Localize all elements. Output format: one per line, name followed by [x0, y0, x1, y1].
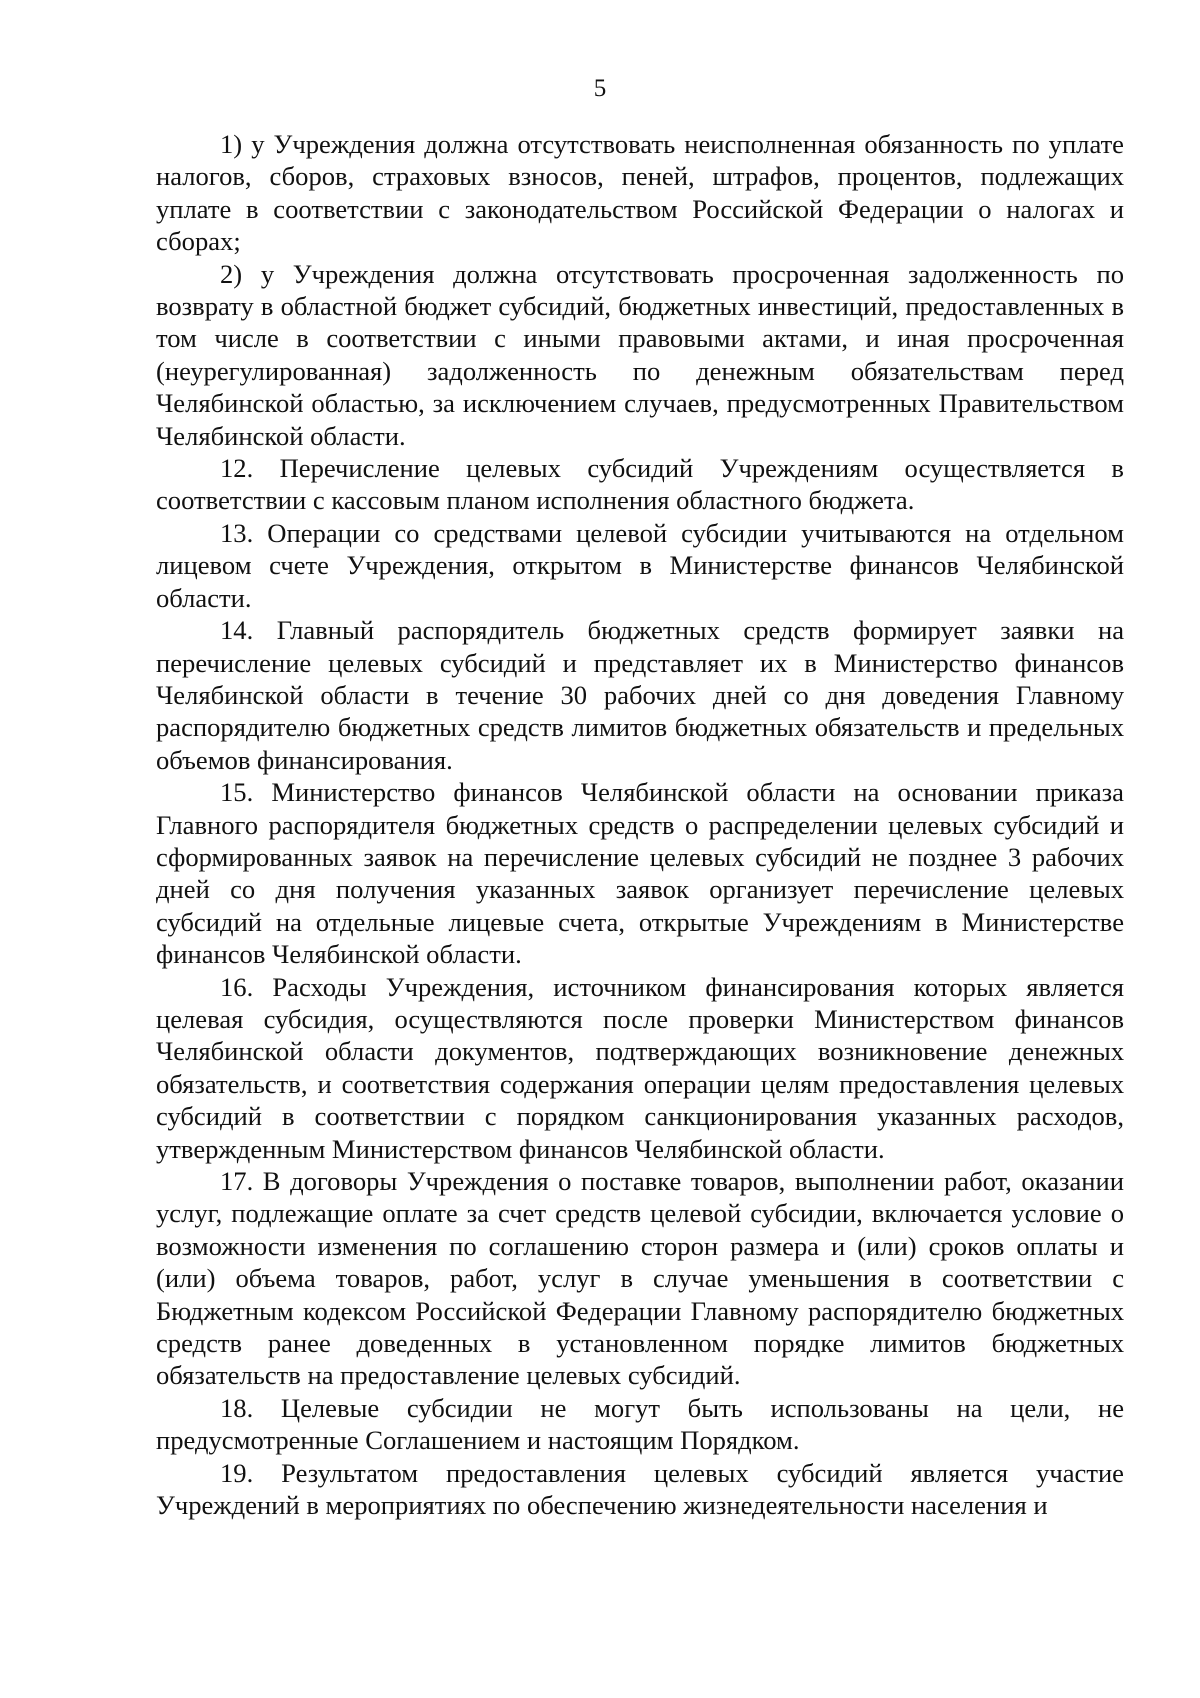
paragraph-12-transfer: 12. Перечисление целевых субсидий Учреждениям осуществляется в соответствии с кассовым планом исполнения областного бюджета.: [156, 453, 1124, 516]
paragraph-14-requests: 14. Главный распорядитель бюджетных средств формирует заявки на перечисление целевых субсидий и представляет их в Министерство финансов Челябинской области в течение 30 рабочих дней со дня доведения Главному распорядителю бюджетных средств лимитов бюджетных обязательств и предельных объемов финансирования.: [156, 615, 1124, 775]
paragraph-17-contracts: 17. В договоры Учреждения о поставке товаров, выполнении работ, оказании услуг, подлежащие оплате за счет средств целевой субсидии, включается условие о возможности изменения по соглашению сторон размера и (или) сроков оплаты и (или) объема товаров, работ, услуг в случае уменьшения в соответствии с Бюджетным кодексом Российской Федерации Главному распорядителю бюджетных средств ранее доведенных в установленном порядке лимитов бюджетных обязательств на предоставление целевых субсидий.: [156, 1166, 1124, 1391]
document-body: [156, 128, 1124, 1521]
paragraph-condition-2-debts: 2) у Учреждения должна отсутствовать просроченная задолженность по возврату в областной бюджет субсидий, бюджетных инвестиций, предоставленных в том числе в соответствии с иными правовыми актами, и иная просроченная (неурегулированная) задолженность по денежным обязательствам перед Челябинской областью, за исключением случаев, предусмотренных Правительством Челябинской области.: [156, 258, 1124, 451]
paragraph-15-ministry-transfer: 15. Министерство финансов Челябинской области на основании приказа Главного распорядителя бюджетных средств о распределении целевых субсидий и сформированных заявок на перечисление целевых субсидий не позднее 3 рабочих дней со дня получения указанных заявок организует перечисление целевых субсидий на отдельные лицевые счета, открытые Учреждениям в Министерстве финансов Челябинской области.: [156, 777, 1124, 970]
paragraph-19-result: 19. Результатом предоставления целевых субсидий является участие Учреждений в мероприятиях по обеспечению жизнедеятельности населения и: [156, 1457, 1124, 1521]
paragraph-18-restrictions: 18. Целевые субсидии не могут быть использованы на цели, не предусмотренные Соглашением и настоящим Порядком.: [156, 1392, 1124, 1456]
paragraph-condition-1-taxes: 1) у Учреждения должна отсутствовать неисполненная обязанность по уплате налогов, сборов, страховых взносов, пеней, штрафов, процентов, подлежащих уплате в соответствии с законодательством Российской Федерации о налогах и сборах;: [156, 129, 1124, 257]
page-number: 5: [593, 75, 607, 102]
paragraph-13-operations: 13. Операции со средствами целевой субсидии учитываются на отдельном лицевом счете Учреждения, открытом в Министерстве финансов Челябинской области.: [156, 517, 1124, 613]
paragraph-16-expenses: 16. Расходы Учреждения, источником финансирования которых является целевая субсидия, осуществляются после проверки Министерством финансов Челябинской области документов, подтверждающих возникновение денежных обязательств, и соответствия содержания операции целям предоставления целевых субсидий в соответствии с порядком санкционирования указанных расходов, утвержденным Министерством финансов Челябинской области.: [156, 971, 1124, 1164]
